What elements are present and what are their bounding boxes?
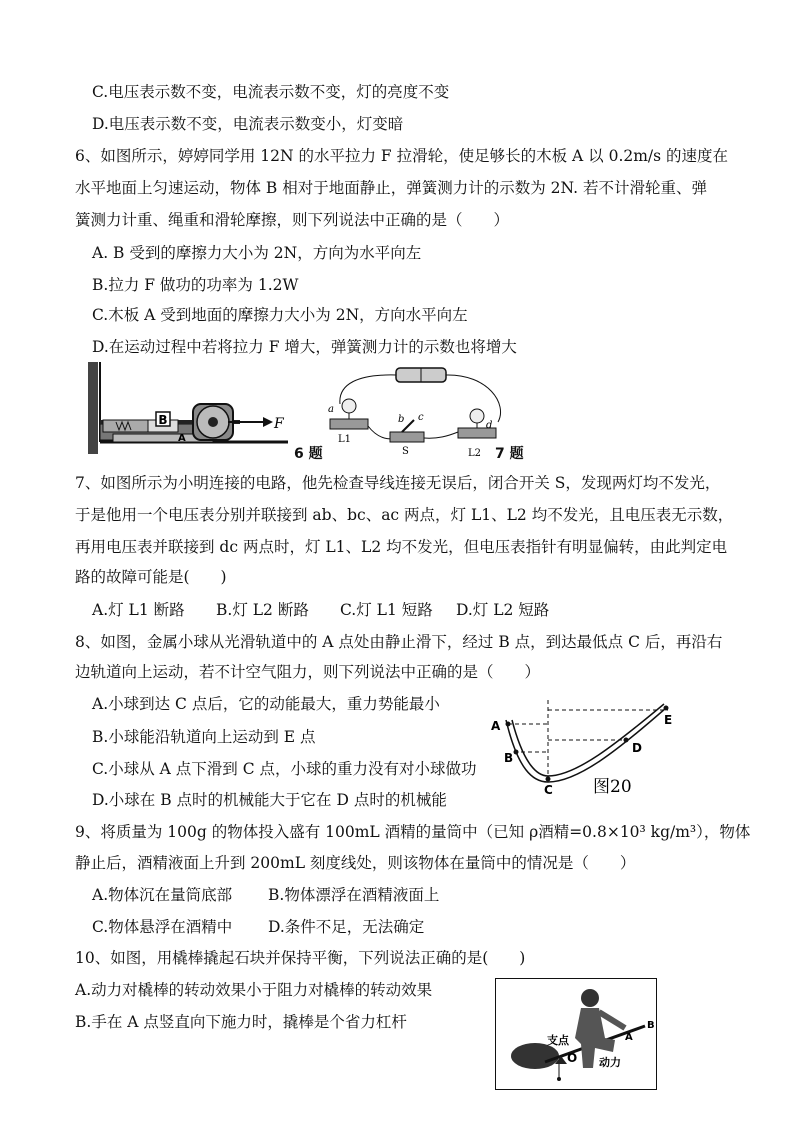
switch-s xyxy=(390,432,424,442)
effort-label: 动力 xyxy=(599,1056,621,1069)
l1-label: L1 xyxy=(338,434,352,445)
q9-stem-line2: 静止后，酒精液面上升到 200mL 刻度线处，则该物体在量筒中的情况是（ ） xyxy=(75,854,636,872)
point-d: d xyxy=(486,420,493,431)
q6-option-c: C.木板 A 受到地面的摩擦力大小为 2N，方向水平向左 xyxy=(92,306,468,324)
q7-circuit-figure xyxy=(318,364,518,460)
fig6-caption: 6 题 xyxy=(294,446,323,462)
q9-option-d: D.条件不足，无法确定 xyxy=(268,918,425,936)
q8-option-a: A.小球到达 C 点后，它的动能最大，重力势能最小 xyxy=(92,695,440,713)
fig20-title: 图20 xyxy=(593,777,632,797)
q8-stem-line1: 8、如图，金属小球从光滑轨道中的 A 点处由静止滑下，经过 B 点，到达最低点 C 后，再沿右 xyxy=(75,633,723,651)
q10-option-a: A.动力对橇棒的转动效果小于阻力对橇棒的转动效果 xyxy=(75,981,433,999)
q7-option-b: B.灯 L2 断路 xyxy=(216,601,309,619)
point-b: B xyxy=(504,751,514,765)
q7-options xyxy=(92,600,549,620)
q9-options-row2 xyxy=(92,917,424,937)
lamp-l1 xyxy=(330,419,368,429)
block-b-label: B xyxy=(158,413,168,427)
point-b: b xyxy=(398,414,405,425)
point-c: C xyxy=(544,783,553,797)
q6-option-d: D.在运动过程中若将拉力 F 增大，弹簧测力计的示数也将增大 xyxy=(92,338,517,356)
q9-option-a: A.物体沉在量筒底部 xyxy=(92,886,233,904)
q8-option-b: B.小球能沿轨道向上运动到 E 点 xyxy=(92,728,316,746)
q8-stem-line2: 边轨道向上运动，若不计空气阻力，则下列说法中正确的是（ ） xyxy=(75,663,541,681)
point-b: B xyxy=(647,1020,655,1031)
point-o: O xyxy=(567,1051,578,1065)
q9-stem-line1: 9、将质量为 100g 的物体投入盛有 100mL 酒精的量筒中（已知 ρ酒精=0.8×10³ kg/m³），物体 xyxy=(75,823,751,841)
q8-option-d: D.小球在 B 点时的机械能大于它在 D 点时的机械能 xyxy=(92,791,447,809)
q10-crowbar-figure xyxy=(495,978,657,1090)
q6-pulley-figure xyxy=(88,362,288,454)
switch-label: S xyxy=(402,446,409,457)
q7-stem-line2: 于是他用一个电压表分别并联接到 ab、bc、ac 两点，灯 L1、L2 均不发光，且电压表无示数， xyxy=(75,506,734,524)
q7-stem-line1: 7、如图所示为小明连接的电路，他先检查导线连接无误后，闭合开关 S，发现两灯均不发光， xyxy=(75,474,721,492)
q7-stem-line3: 再用电压表并联接到 dc 两点时，灯 L1、L2 均不发光，但电压表指针有明显偏转，由此判定电 xyxy=(75,538,728,556)
l2-label: L2 xyxy=(468,448,482,459)
point-d: D xyxy=(632,741,642,755)
q10-option-b: B.手在 A 点竖直向下施力时，撬棒是个省力杠杆 xyxy=(75,1013,407,1031)
q6-stem-line1: 6、如图所示，婷婷同学用 12N 的水平拉力 F 拉滑轮，使足够长的木板 A 以 0.2m/s 的速度在 xyxy=(75,147,729,165)
point-c: c xyxy=(418,412,424,423)
q7-option-d: D.灯 L2 短路 xyxy=(456,601,550,619)
q10-stem: 10、如图，用橇棒撬起石块并保持平衡，下列说法正确的是( ) xyxy=(75,949,526,967)
q6-stem-line3: 簧测力计重、绳重和滑轮摩擦，则下列说法中正确的是（ ） xyxy=(75,211,510,229)
q9-option-b: B.物体漂浮在酒精液面上 xyxy=(268,886,440,904)
q8-option-c: C.小球从 A 点下滑到 C 点，小球的重力没有对小球做功 xyxy=(92,760,477,778)
q6-option-b: B.拉力 F 做功的功率为 1.2W xyxy=(92,276,299,294)
q5-option-c: C.电压表示数不变，电流表示数不变，灯的亮度不变 xyxy=(92,83,450,101)
q7-option-c: C.灯 L1 短路 xyxy=(340,601,433,619)
q7-option-a: A.灯 L1 断路 xyxy=(92,601,185,619)
q6-option-a: A. B 受到的摩擦力大小为 2N，方向为水平向左 xyxy=(92,244,422,262)
q7-stem-line4: 路的故障可能是( ) xyxy=(75,568,227,586)
point-a: A xyxy=(625,1032,633,1043)
q5-option-d: D.电压表示数不变，电流表示数变小，灯变暗 xyxy=(92,115,404,133)
fig7-caption: 7 题 xyxy=(495,446,524,462)
person-head xyxy=(581,989,599,1007)
point-a: a xyxy=(328,404,334,415)
force-f-label: F xyxy=(274,416,284,432)
point-a: A xyxy=(491,719,501,733)
q6-stem-line2: 水平地面上匀速运动，物体 B 相对于地面静止，弹簧测力计的示数为 2N. 若不计滑轮重、弹 xyxy=(75,179,707,197)
q9-option-c: C.物体悬浮在酒精中 xyxy=(92,918,233,936)
q8-track-figure xyxy=(488,700,678,800)
point-e: E xyxy=(664,713,673,727)
fulcrum-label: 支点 xyxy=(547,1034,569,1047)
board-a-label: A xyxy=(178,433,186,444)
q9-options-row1 xyxy=(92,885,439,905)
